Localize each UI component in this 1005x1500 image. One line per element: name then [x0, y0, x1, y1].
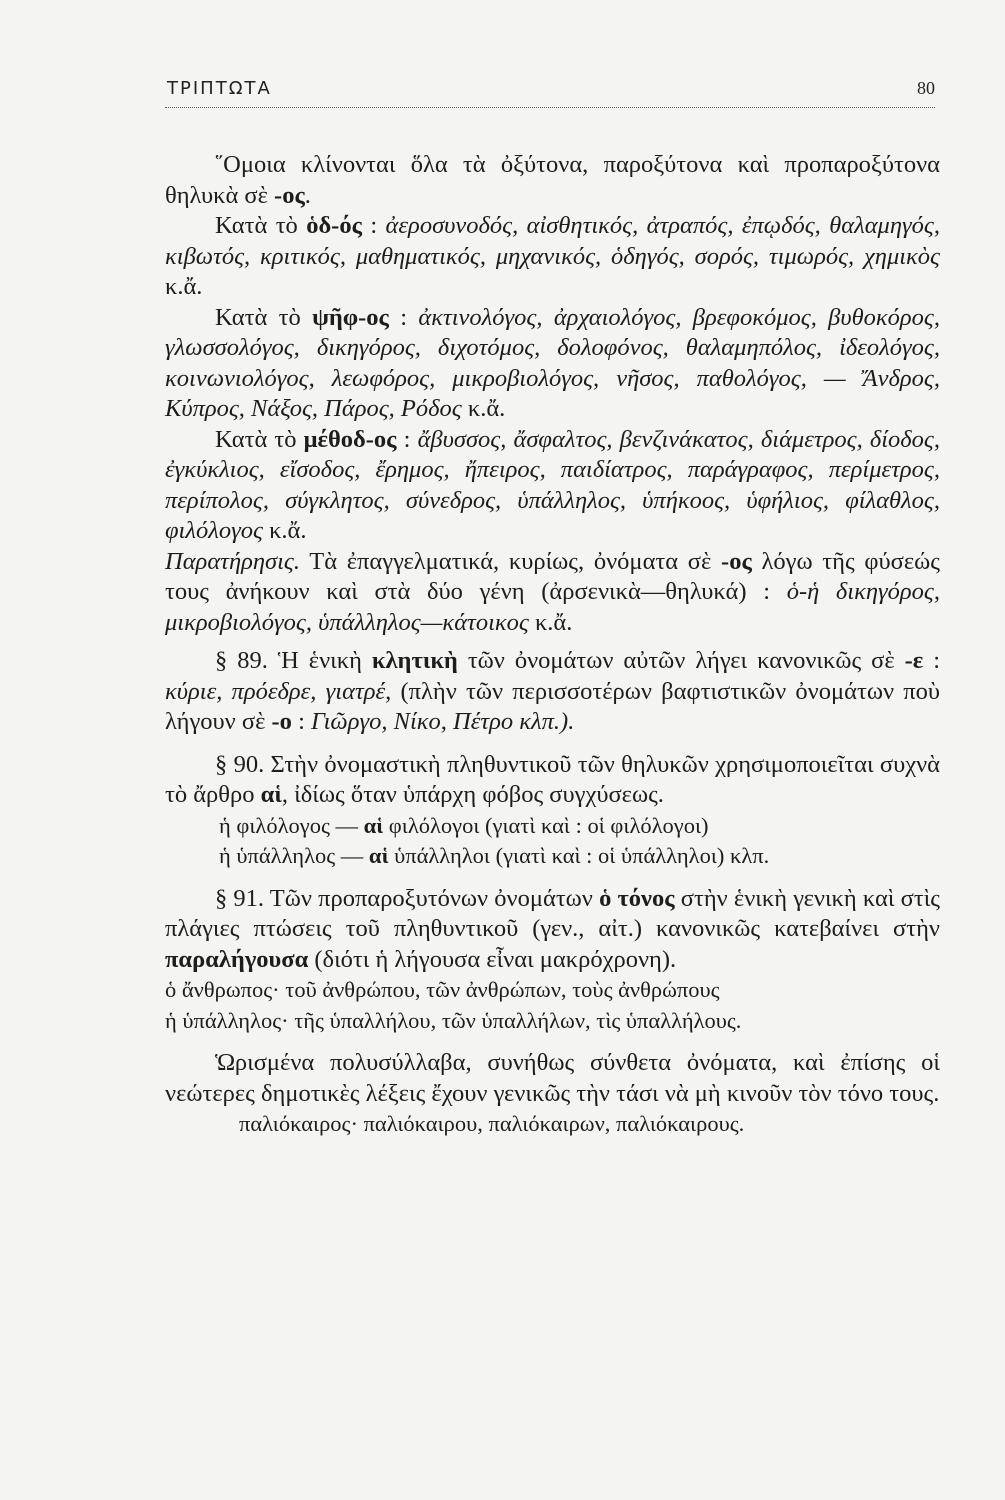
example-line: ὁ ἄνθρωπος· τοῦ ἀνθρώπου, τῶν ἀνθρώπων, τοὺς ἀνθρώπους [165, 977, 720, 1002]
paragraph-od-os: Κατὰ τὸ ὁδ-ός : ἀεροσυνοδός, αἰσθητικός, ἀτραπός, ἐπῳδός, θαλαμηγός, κιβωτός, κριτικός, μαθηματικός, μηχανικός, ὁδηγός, σορός, τιμωρός, χημικὸς κ.ἄ. [165, 212, 940, 300]
chapter-title: ΤΡΙΠΤΩΤΑ [167, 78, 272, 99]
page-body [165, 150, 940, 1140]
section-number: § 89. [215, 647, 268, 674]
note-label: Παρατήρησις. [165, 547, 300, 575]
section-number: § 90. [215, 750, 265, 778]
example-line: παλιόκαιρος· παλιόκαιρου, παλιόκαιρων, παλιόκαιρους. [239, 1111, 745, 1136]
closing-paragraph: Ὡρισμένα πολυσύλλαβα, συνήθως σύνθετα ὀνόματα, καὶ ἐπίσης οἱ νεώτερες δημοτικὲς λέξεις ἔχουν γενικῶς τὴν τάσι νὰ μὴ κινοῦν τὸν τόνο τους. [165, 1049, 940, 1107]
example-line: ἡ φιλόλογος — αἱ φιλόλογοι (γιατὶ καὶ : οἱ φιλόλογοι) [219, 812, 709, 838]
paragraph-intro: ῞Ομοια κλίνονται ὅλα τὰ ὀξύτονα, παροξύτονα καὶ προπαροξύτονα θηλυκὰ σὲ -ος. [165, 151, 940, 209]
header-rule [165, 107, 935, 108]
note-paragraph: Παρατήρησις. Τὰ ἐπαγγελματικά, κυρίως, ὀνόματα σὲ -ος λόγω τῆς φύσεώς τους ἀνήκουν καὶ στὰ δύο γένη (ἀρσενικὰ—θηλυκά) : ὁ-ἡ δικηγόρος, μικροβιολόγος, ὑπάλληλος—κάτοικος κ.ἄ. [165, 547, 940, 636]
paragraph-methodos: Κατὰ τὸ μέθοδ-ος : ἄβυσσος, ἄσφαλτος, βενζινάκατος, διάμετρος, δίοδος, ἐγκύκλιος, εἴσοδος, ἔρημος, ἤπειρος, παιδίατρος, παράγραφος, περίμετρος, περίπολος, σύγκλητος, σύνεδρος, ὑπάλληλος, ὑπήκοος, ὑφήλιος, φίλαθλος, φιλόλογος κ.ἄ. [165, 425, 940, 544]
example-line: ἡ ὑπάλληλος· τῆς ὑπαλλήλου, τῶν ὑπαλλήλων, τὶς ὑπαλλήλους. [165, 1007, 742, 1033]
page-number: 80 [917, 78, 935, 98]
section-90: § 90. Στὴν ὀνομαστικὴ πληθυντικοῦ τῶν θηλυκῶν χρησιμοποιεῖται συχνὰ τὸ ἄρθρο αἱ, ἰδίως ὅταν ὑπάρχη φόβος συγχύσεως. [165, 750, 940, 808]
section-89: § 89. Ἡ ἑνικὴ κλητικὴ τῶν ὀνομάτων αὐτῶν λήγει κανονικῶς σὲ -ε : κύριε, πρόεδρε, γιατρέ, (πλὴν τῶν περισσοτέρων βαφτιστικῶν ὀνομάτων ποὺ λήγουν σὲ -ο : Γιῶργο, Νίκο, Πέτρο κλπ.). [165, 647, 941, 735]
paragraph-psif-os: Κατὰ τὸ ψῆφ-ος : ἀκτινολόγος, ἀρχαιολόγος, βρεφοκόμος, βυθοκόρος, γλωσσολόγος, δικηγόρος, διχοτόμος, δολοφόνος, θαλαμηπόλος, ἰδεολόγος, κοινωνιολόγος, λεωφόρος, μικροβιολόγος, νῆσος, παθολόγος, — Ἄνδρος, Κύπρος, Νάξος, Πάρος, Ρόδος κ.ἄ. [165, 303, 940, 422]
section-number: § 91. [215, 884, 265, 912]
running-header [167, 78, 935, 108]
section-91: § 91. Τῶν προπαροξυτόνων ὀνομάτων ὁ τόνος στὴν ἑνικὴ γενικὴ καὶ στὶς πλάγιες πτώσεις τοῦ πληθυντικοῦ (γεν., αἰτ.) κανονικῶς κατεβαίνει στὴν παραλήγουσα (διότι ἡ λήγουσα εἶναι μακρόχρονη). [165, 884, 940, 973]
example-line: ἡ ὑπάλληλος — αἱ ὑπάλληλοι (γιατὶ καὶ : οἱ ὑπάλληλοι) κλπ. [219, 843, 770, 868]
